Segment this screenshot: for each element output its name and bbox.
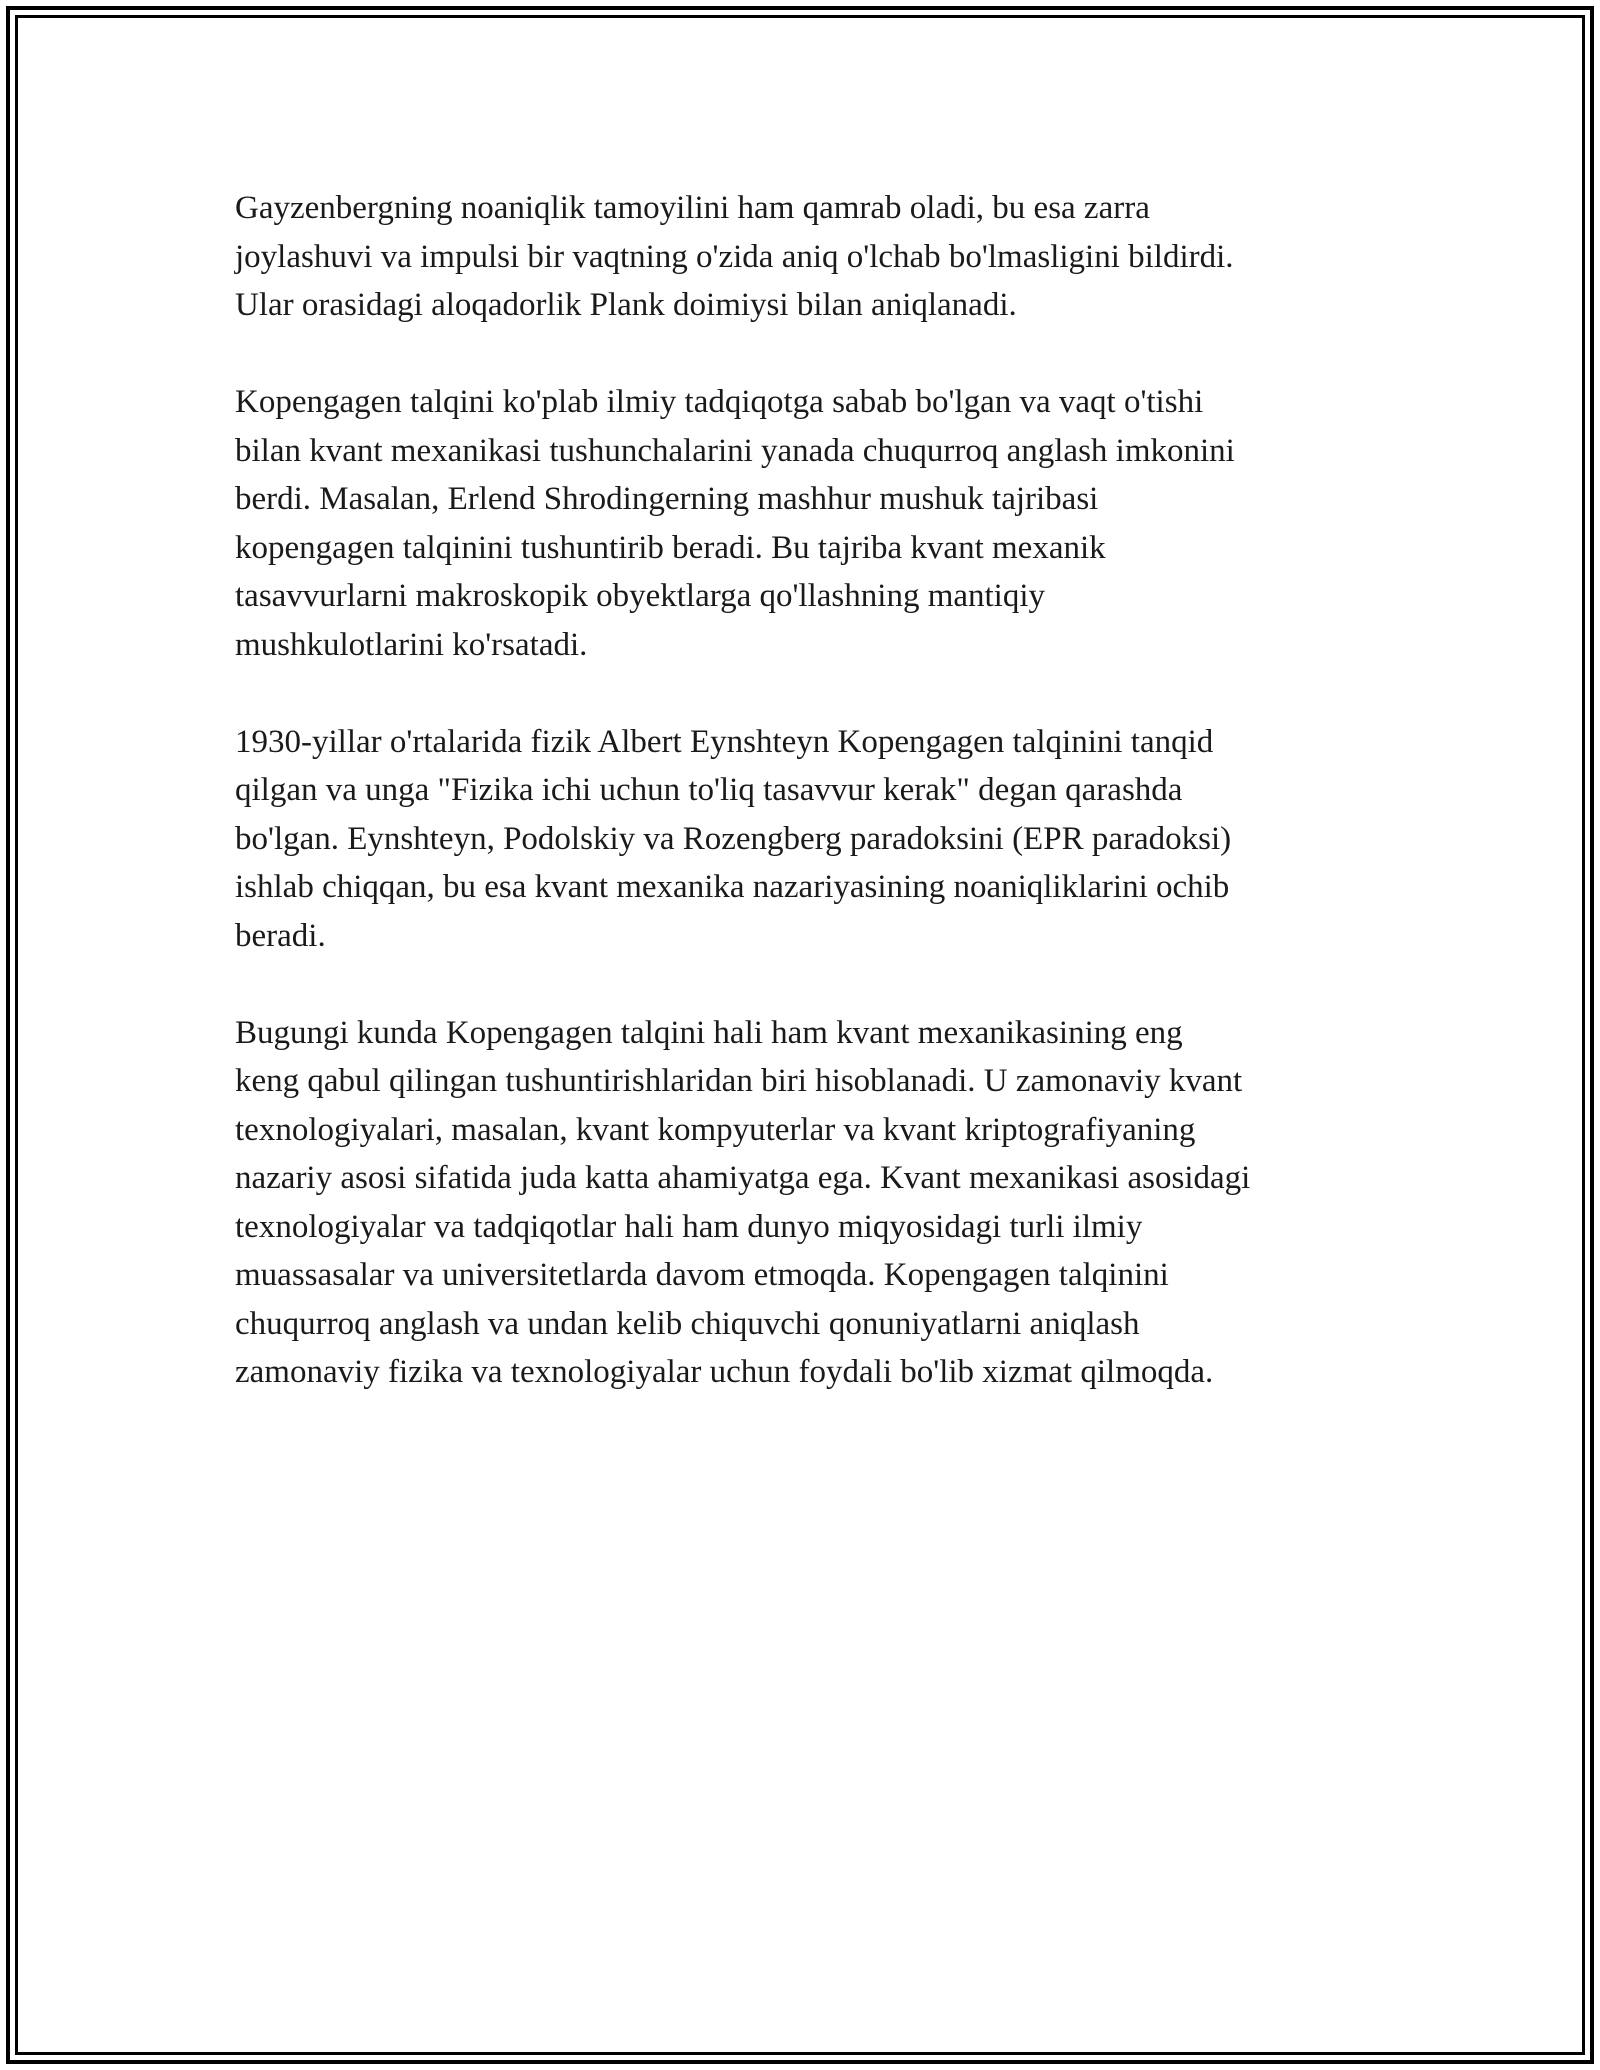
paragraph-uncertainty-principle: Gayzenbergning noaniqlik tamoyilini ham qamrab oladi, bu esa zarra joylashuvi va impulsi bir vaqtning o'zida aniq o'lchab bo'lmasligini bildirdi. Ular orasidagi aloqadorlik Plank doimiysi bilan aniqlanadi. (235, 190, 1234, 323)
paragraph-copenhagen-research: Kopengagen talqini ko'plab ilmiy tadqiqotga sabab bo'lgan va vaqt o'tishi bilan kvant mexanikasi tushunchalarini yanada chuqurroq anglash imkonini berdi. Masalan, Erlend Shrodingerning mashhur mushuk tajribasi kopengagen talqinini tushuntirib beradi. Bu tajriba kvant mexanik tasavvurlarni makroskopik obyektlarga qo'llashning mantiqiy mushkulotlarini ko'rsatadi. (235, 384, 1235, 663)
paragraph-einstein-epr: 1930-yillar o'rtalarida fizik Albert Eynshteyn Kopengagen talqinini tanqid qilgan va unga "Fizika ichi uchun to'liq tasavvur kerak" degan qarashda bo'lgan. Eynshteyn, Podolskiy va Rozengberg paradoksini (EPR paradoksi) ishlab chiqqan, bu esa kvant mexanika nazariyasining noaniqliklarini ochib beradi. (235, 723, 1232, 954)
document-body (235, 184, 1385, 1445)
paragraph-modern-relevance: Bugungi kunda Kopengagen talqini hali ham kvant mexanikasining eng keng qabul qilingan tushuntirishlaridan biri hisoblanadi. U zamonaviy kvant texnologiyalari, masalan, kvant kompyuterlar va kvant kriptografiyaning nazariy asosi sifatida juda katta ahamiyatga ega. Kvant mexanikasi asosidagi texnologiyalar va tadqiqotlar hali ham dunyo miqyosidagi turli ilmiy muassasalar va universitetlarda davom etmoqda. Kopengagen talqinini chuqurroq anglash va undan kelib chiquvchi qonuniyatlarni aniqlash zamonaviy fizika va texnologiyalar uchun foydali bo'lib xizmat qilmoqda. (235, 1014, 1251, 1390)
